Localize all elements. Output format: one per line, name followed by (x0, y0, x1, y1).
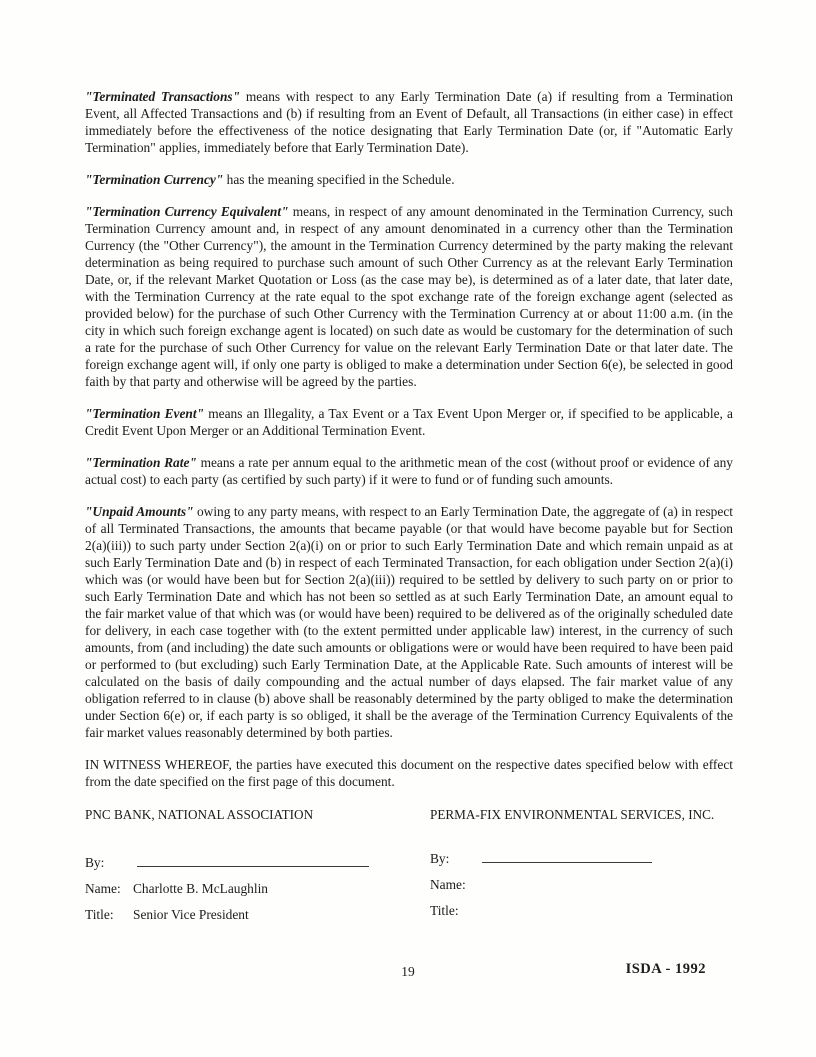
definition-text: means a rate per annum equal to the arithmetic mean of the cost (without proof or evidence of any actual cost) to each party (as certified by such party) if it were to fund or of funding such amounts. (85, 455, 733, 487)
definition-text: owing to any party means, with respect to an Early Termination Date, the aggregate of (a) in respect of all Terminated Transactions, the amounts that became payable (or that would have become payable but for Section 2(a)(iii)) to such party under Section 2(a)(i) on or prior to such Early Termination Date and which remain unpaid as at such Early Termination Date and (b) in respect of each Terminated Transaction, for each obligation under Section 2(a)(i) which was (or would have been but for Section 2(a)(iii)) required to be settled by delivery to such party on or prior to such Early Termination Date and which has not been so settled as at such Early Termination Date, an amount equal to the fair market value of that which was (or would have been) required to be delivered as of the originally scheduled date for delivery, in each case together with (to the extent permitted under applicable law) interest, in the currency of such amounts, from (and including) the date such amounts or obligations were or would have been required to have been paid or performed to (but excluding) such Early Termination Date, at the Applicable Rate. Such amounts of interest will be calculated on the basis of daily compounding and the actual number of days elapsed. The fair market value of any obligation referred to in clause (b) above shall be reasonably determined by the party obliged to make the determination under Section 6(e) or, if each party is so obliged, it shall be the average of the Termination Currency Equivalents of the fair market values reasonably determined by both parties. (85, 504, 733, 740)
name-label: Name: (85, 881, 121, 896)
definition-term: "Termination Rate" (85, 455, 197, 470)
signature-block-right (430, 806, 735, 932)
document-body (85, 88, 733, 805)
title-row-right (430, 902, 735, 919)
definition-text: means, in respect of any amount denominated in the Termination Currency, such Termination Currency amount and, in respect of any amount denominated in a currency other than the Termination Currency (the "Other Currency"), the amount in the Termination Currency determined by the party making the relevant determination as being required to purchase such amount of such Other Currency as at the relevant Early Termination Date, or, if the relevant Market Quotation or Loss (as the case may be), is determined as of a later date, that later date, with the Termination Currency at the rate equal to the spot exchange rate of the foreign exchange agent (selected as provided below) for the purchase of such Other Currency with the Termination Currency at or about 11:00 a.m. (in the city in which such foreign exchange agent is located) on such date as would be customary for the determination of such a rate for the purchase of such Other Currency for value on the relevant Early Termination Date or that later date. The foreign exchange agent will, if only one party is obliged to make a determination under Section 6(e), be selected in good faith by that party and otherwise will be agreed by the parties. (85, 204, 733, 389)
title-value: Senior Vice President (133, 907, 249, 922)
company-name-left: PNC BANK, NATIONAL ASSOCIATION (85, 807, 314, 822)
title-label: Title: (430, 903, 459, 918)
signature-line (482, 849, 652, 863)
by-row-left (85, 853, 430, 871)
by-label: By: (85, 855, 105, 870)
definition-paragraph-termination-event (85, 405, 733, 439)
signature-section (85, 806, 735, 932)
by-row-right (430, 849, 735, 867)
signature-block-left (85, 806, 430, 932)
definition-paragraph-termination-rate (85, 454, 733, 488)
signature-line (137, 853, 369, 867)
footer-isda-label: ISDA - 1992 (625, 961, 706, 977)
name-value: Charlotte B. McLaughlin (133, 881, 268, 896)
definition-paragraph-unpaid-amounts (85, 503, 733, 741)
definition-text: means an Illegality, a Tax Event or a Tax Event Upon Merger or, if specified to be applicable, a Credit Event Upon Merger or an Additional Termination Event. (85, 406, 733, 438)
title-row-left (85, 906, 430, 923)
definition-text: has the meaning specified in the Schedule. (226, 172, 455, 187)
definition-term: "Termination Event" (85, 406, 205, 421)
definition-term: "Terminated Transactions" (85, 89, 241, 104)
definition-paragraph-termination-currency (85, 171, 733, 188)
name-row-left (85, 880, 430, 897)
definition-paragraph-termination-currency-equivalent (85, 203, 733, 390)
title-label: Title: (85, 907, 114, 922)
definition-text: means with respect to any Early Termination Date (a) if resulting from a Termination Event, all Affected Transactions and (b) if resulting from an Event of Default, all Transactions (in either case) in effect immediately before the effectiveness of the notice designating that Early Termination Date (or, if "Automatic Early Termination" applies, immediately before that Early Termination Date). (85, 89, 734, 155)
definition-term: "Unpaid Amounts" (85, 504, 194, 519)
by-label: By: (430, 851, 450, 866)
page-number: 19 (401, 964, 415, 979)
definition-paragraph-terminated-transactions (85, 88, 733, 156)
witness-clause: IN WITNESS WHEREOF, the parties have executed this document on the respective dates specified below with effect from the date specified on the first page of this document. (85, 757, 733, 789)
company-name-right: PERMA-FIX ENVIRONMENTAL SERVICES, INC. (430, 807, 715, 822)
name-label: Name: (430, 877, 466, 892)
name-row-right (430, 876, 735, 893)
definition-term: "Termination Currency Equivalent" (85, 204, 289, 219)
definition-term: "Termination Currency" (85, 172, 224, 187)
